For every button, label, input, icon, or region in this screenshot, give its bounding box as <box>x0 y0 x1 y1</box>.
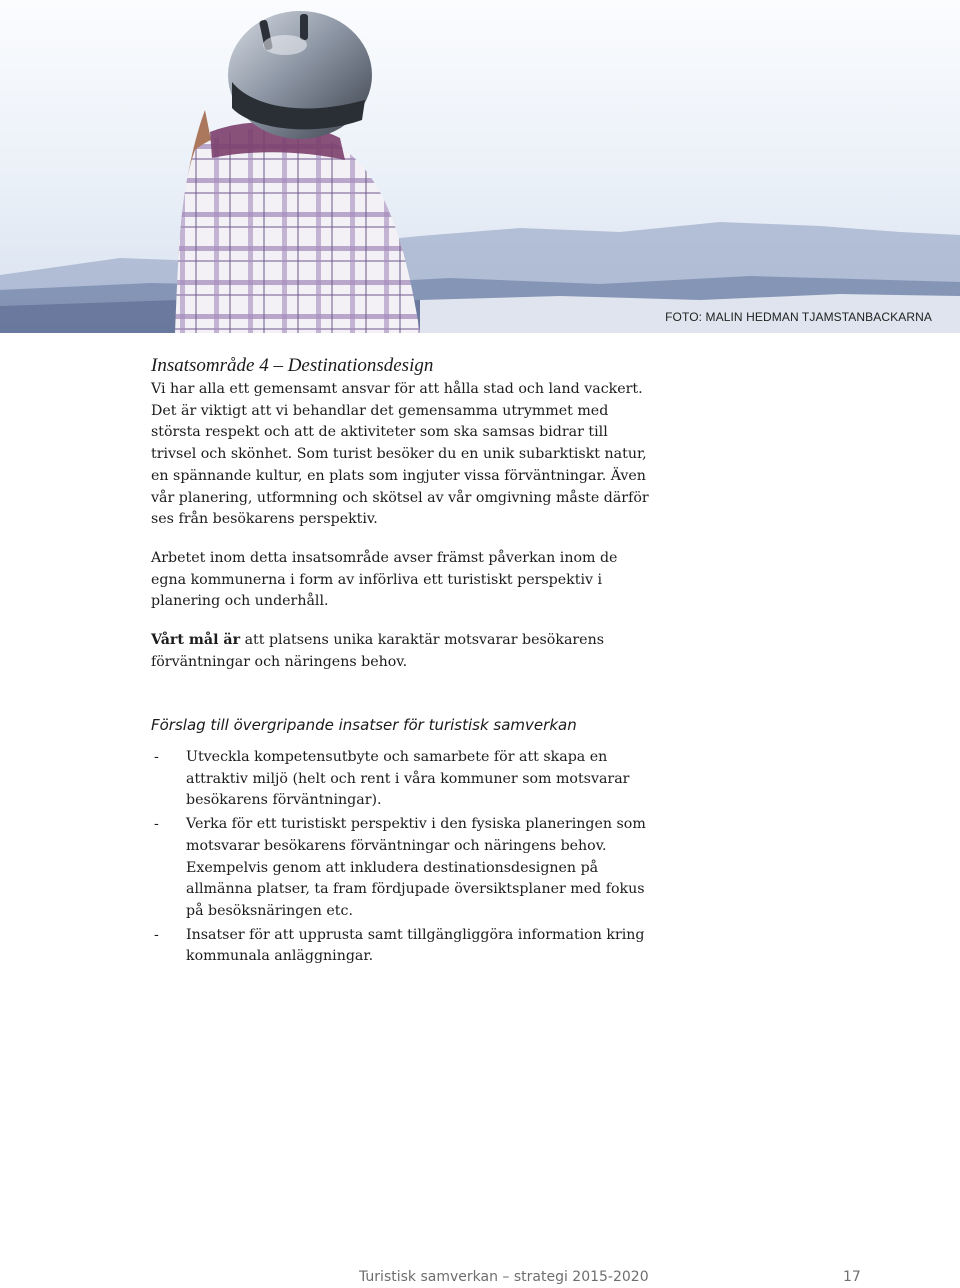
photo-credit: FOTO: MALIN HEDMAN TJAMSTANBACKARNA <box>665 310 932 324</box>
paragraph-scope: Arbetet inom detta insatsområde avser främst påverkan inom de egna kommunerna i form av införliva ett turistiskt perspektiv i planering och underhåll. <box>151 549 618 610</box>
paragraph-goal <box>151 630 651 673</box>
hero-photo <box>0 0 960 333</box>
section-title: Insatsområde 4 – Destinationsdesign <box>151 355 434 376</box>
list-item-text: Verka för ett turistiskt perspektiv i den fysiska planeringen som motsvarar besökarens förväntningar och näringens behov. Exempelvis genom att inkludera destinationsdesignen på allmänna platser, ta fram fördjupade översiktsplaner med fokus på besöksnäringen etc. <box>186 816 646 919</box>
proposals-list <box>151 747 651 968</box>
skier-photo-illustration <box>0 0 960 333</box>
footer-page-number: 17 <box>843 1269 861 1285</box>
list-item <box>151 925 651 968</box>
list-item-text: Insatser för att upprusta samt tillgängliggöra information kring kommunala anläggningar. <box>186 926 645 965</box>
goal-text: att platsens unika karaktär motsvarar besökarens förväntningar och näringens behov. <box>151 632 604 670</box>
proposals-heading: Förslag till övergripande insatser för turistisk samverkan <box>151 716 577 734</box>
paragraph-intro: Vi har alla ett gemensamt ansvar för att hålla stad och land vackert. Det är viktigt att vi behandlar det gemensamma utrymmet med största respekt och att de aktiviteter som ska samsas bidrar till trivsel och skönhet. Som turist besöker du en unik subarktiskt natur, en spännande kultur, en plats som ingjuter vissa förväntningar. Även vår planering, utformning och skötsel av vår omgivning måste därför ses från besökarens perspektiv. <box>151 381 649 528</box>
section-content <box>151 355 651 673</box>
list-item-text: Utveckla kompetensutbyte och samarbete för att skapa en attraktiv miljö (helt och rent i våra kommuner som motsvarar besökarens förväntningar). <box>186 749 630 809</box>
list-item <box>151 747 651 812</box>
bullet-dash: - <box>154 816 159 833</box>
list-item <box>151 814 651 923</box>
goal-label: Vårt mål är <box>151 632 241 649</box>
bullet-dash: - <box>154 926 159 943</box>
footer-document-title: Turistisk samverkan – strategi 2015-2020 <box>359 1269 649 1285</box>
bullet-dash: - <box>154 749 159 765</box>
